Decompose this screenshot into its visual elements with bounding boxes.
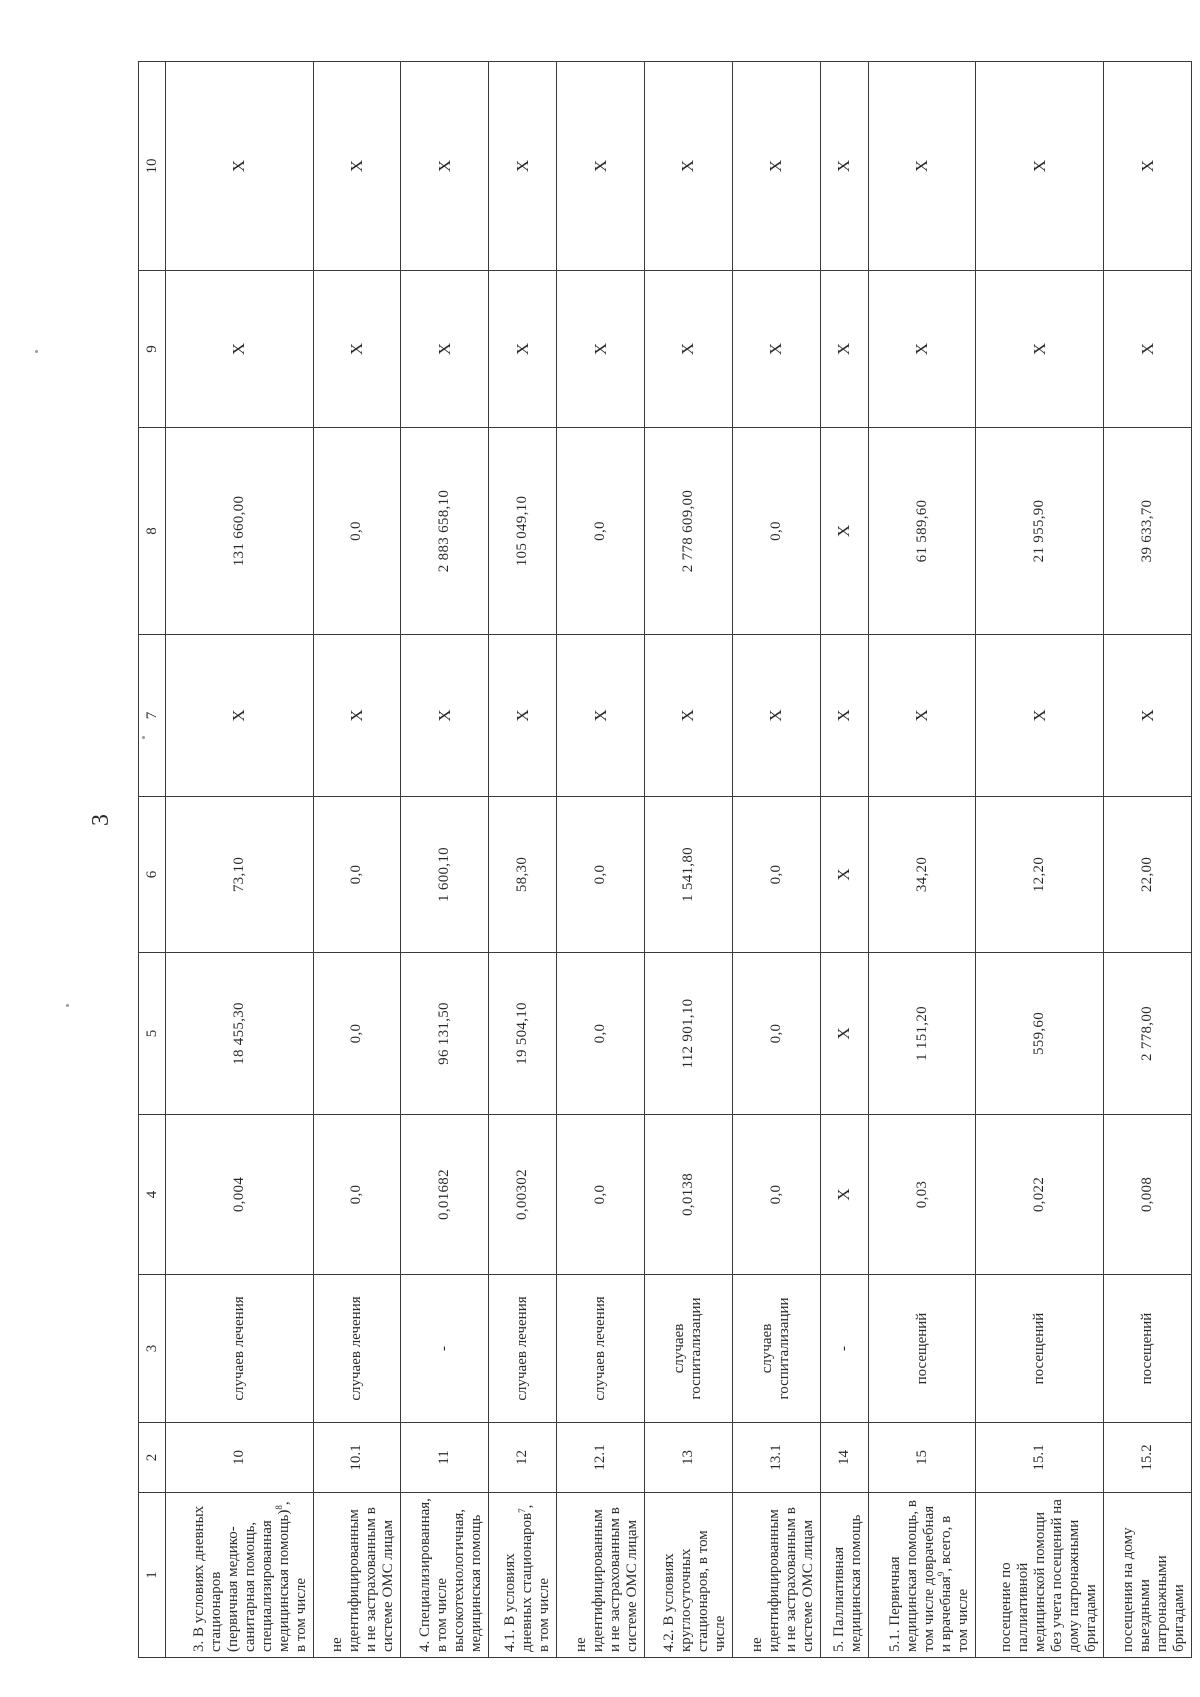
cell-col-9: X — [313, 271, 401, 428]
cell-col-10: X — [313, 62, 401, 271]
cell-col-7: X — [644, 635, 732, 797]
row-name-cell — [868, 1493, 976, 1658]
row-unit: случаев лечения — [166, 1275, 314, 1423]
table-row — [1104, 62, 1192, 1658]
cell-col-8: 61 589,60 — [868, 428, 976, 635]
cell-col-10: X — [401, 62, 489, 271]
row-name: посещение по паллиативной медицинской помощи без учета посещений на дому патронажными бригадами — [998, 1499, 1100, 1652]
cell-col-10: X — [868, 62, 976, 271]
row-unit: случаев госпитализации — [732, 1275, 820, 1423]
cell-col-5: 0,0 — [313, 953, 401, 1115]
cell-col-8: 0,0 — [732, 428, 820, 635]
table-row — [644, 62, 732, 1658]
cell-col-9: X — [976, 271, 1104, 428]
row-unit: - — [820, 1275, 868, 1423]
cell-col-7: X — [732, 635, 820, 797]
cell-col-10: X — [557, 62, 645, 271]
row-code: 14 — [820, 1423, 868, 1493]
row-name: 5.1. Первичная медицинская помощь, в том числе доврачебная и врачебная — [887, 1500, 955, 1652]
page-number: 3 — [88, 814, 114, 826]
cell-col-6: X — [820, 797, 868, 953]
row-code: 10.1 — [313, 1423, 401, 1493]
cell-col-9: X — [868, 271, 976, 428]
footnote-marker: 7 — [517, 1508, 528, 1513]
rotated-table-container — [138, 62, 1192, 1658]
cell-col-5: 0,0 — [557, 953, 645, 1115]
row-unit: случаев лечения — [557, 1275, 645, 1423]
cell-col-4: 0,0 — [313, 1115, 401, 1275]
cell-col-4: 0,00302 — [489, 1115, 557, 1275]
cell-col-6: 0,0 — [557, 797, 645, 953]
row-name: не идентифицированным и не застрахованным в системе ОМС лицам — [329, 1507, 397, 1652]
row-unit: посещений — [1104, 1275, 1192, 1423]
cell-col-6: 0,0 — [313, 797, 401, 953]
row-code: 11 — [401, 1423, 489, 1493]
cell-col-9: X — [820, 271, 868, 428]
cell-col-9: X — [732, 271, 820, 428]
cell-col-6: 12,20 — [976, 797, 1104, 953]
cell-col-9: X — [1104, 271, 1192, 428]
cell-col-10: X — [732, 62, 820, 271]
row-name-cell — [644, 1493, 732, 1658]
row-name-tail: , всего, в том числе — [938, 1515, 972, 1652]
row-code: 13 — [644, 1423, 732, 1493]
row-name: 5. Паллиативная медицинская помощь — [830, 1514, 864, 1652]
cell-col-8: 105 049,10 — [489, 428, 557, 635]
cell-col-4: 0,008 — [1104, 1115, 1192, 1275]
row-unit: случаев госпитализации — [644, 1275, 732, 1423]
cell-col-8: 21 955,90 — [976, 428, 1104, 635]
table-row — [732, 62, 820, 1658]
cell-col-8: 131 660,00 — [166, 428, 314, 635]
table-row — [976, 62, 1104, 1658]
cell-col-5: 18 455,30 — [166, 953, 314, 1115]
row-name-cell — [166, 1493, 314, 1658]
data-table — [138, 61, 1192, 1658]
row-name-cell — [820, 1493, 868, 1658]
cell-col-9: X — [557, 271, 645, 428]
scan-speck — [35, 350, 38, 353]
header-cell: 9 — [139, 271, 166, 428]
row-code: 13.1 — [732, 1423, 820, 1493]
cell-col-10: X — [976, 62, 1104, 271]
cell-col-8: X — [820, 428, 868, 635]
cell-col-6: 34,20 — [868, 797, 976, 953]
row-name: 3. В условиях дневных стационаров (первичная медико-санитарная помощь, специализированная медицинская помощь) — [190, 1505, 292, 1652]
cell-col-5: X — [820, 953, 868, 1115]
cell-col-4: 0,0 — [732, 1115, 820, 1275]
row-name: не идентифицированным и не застрахованным в системе ОМС лицам — [748, 1507, 816, 1652]
header-cell: 10 — [139, 62, 166, 271]
cell-col-5: 559,60 — [976, 953, 1104, 1115]
table-body — [166, 62, 1192, 1658]
row-name: 4.1. В условиях дневных стационаров — [502, 1512, 536, 1652]
cell-col-6: 0,0 — [732, 797, 820, 953]
row-code: 12 — [489, 1423, 557, 1493]
header-cell: 1 — [139, 1493, 166, 1658]
cell-col-4: 0,03 — [868, 1115, 976, 1275]
cell-col-4: 0,004 — [166, 1115, 314, 1275]
row-unit: посещений — [868, 1275, 976, 1423]
row-unit: - — [401, 1275, 489, 1423]
row-name-cell — [401, 1493, 489, 1658]
row-name-tail: , в том числе — [275, 1501, 309, 1652]
table-row — [820, 62, 868, 1658]
cell-col-5: 2 778,00 — [1104, 953, 1192, 1115]
cell-col-6: 1 600,10 — [401, 797, 489, 953]
cell-col-10: X — [820, 62, 868, 271]
cell-col-7: X — [313, 635, 401, 797]
row-code: 12.1 — [557, 1423, 645, 1493]
cell-col-10: X — [489, 62, 557, 271]
cell-col-6: 1 541,80 — [644, 797, 732, 953]
cell-col-7: X — [868, 635, 976, 797]
row-name: 4.2. В условиях круглосуточных стационаров, в том числе — [660, 1530, 728, 1652]
row-name-tail: , в том числе — [519, 1504, 553, 1652]
header-row — [139, 62, 166, 1658]
table-row — [401, 62, 489, 1658]
cell-col-4: 0,01682 — [401, 1115, 489, 1275]
row-name-cell — [976, 1493, 1104, 1658]
cell-col-4: 0,0 — [557, 1115, 645, 1275]
cell-col-10: X — [166, 62, 314, 271]
cell-col-7: X — [557, 635, 645, 797]
cell-col-5: 1 151,20 — [868, 953, 976, 1115]
row-code: 10 — [166, 1423, 314, 1493]
row-unit: случаев лечения — [313, 1275, 401, 1423]
table-row — [313, 62, 401, 1658]
row-code: 15.2 — [1104, 1423, 1192, 1493]
cell-col-5: 19 504,10 — [489, 953, 557, 1115]
cell-col-7: X — [401, 635, 489, 797]
row-name-cell — [313, 1493, 401, 1658]
cell-col-4: 0,022 — [976, 1115, 1104, 1275]
cell-col-9: X — [401, 271, 489, 428]
row-unit: случаев лечения — [489, 1275, 557, 1423]
cell-col-5: 112 901,10 — [644, 953, 732, 1115]
cell-col-10: X — [1104, 62, 1192, 271]
cell-col-10: X — [644, 62, 732, 271]
row-name: 4. Специализированная, в том числе высокотехнологичная, медицинская помощь — [417, 1498, 485, 1652]
table-row — [868, 62, 976, 1658]
cell-col-7: X — [166, 635, 314, 797]
footnote-marker: 8 — [273, 1505, 284, 1510]
header-cell: 3 — [139, 1275, 166, 1423]
cell-col-8: 2 883 658,10 — [401, 428, 489, 635]
row-name-cell — [1104, 1493, 1192, 1658]
cell-col-9: X — [166, 271, 314, 428]
cell-col-5: 0,0 — [732, 953, 820, 1115]
row-name-cell — [489, 1493, 557, 1658]
row-code: 15.1 — [976, 1423, 1104, 1493]
footnote-marker: 9 — [936, 1571, 947, 1577]
table-row — [166, 62, 314, 1658]
row-name: не идентифицированным и не застрахованным в системе ОМС лицам — [572, 1507, 640, 1652]
header-cell: 5 — [139, 953, 166, 1115]
header-cell: 8 — [139, 428, 166, 635]
cell-col-9: X — [644, 271, 732, 428]
table-row — [489, 62, 557, 1658]
cell-col-6: 22,00 — [1104, 797, 1192, 953]
cell-col-7: X — [489, 635, 557, 797]
cell-col-4: 0,0138 — [644, 1115, 732, 1275]
header-cell: 4 — [139, 1115, 166, 1275]
row-name-cell — [557, 1493, 645, 1658]
cell-col-9: X — [489, 271, 557, 428]
scan-speck — [66, 1004, 69, 1007]
row-unit: посещений — [976, 1275, 1104, 1423]
header-cell: 7 — [139, 635, 166, 797]
row-name: посещения на дому выездными патронажными бригадами — [1120, 1527, 1187, 1652]
cell-col-6: 58,30 — [489, 797, 557, 953]
cell-col-8: 2 778 609,00 — [644, 428, 732, 635]
cell-col-5: 96 131,50 — [401, 953, 489, 1115]
cell-col-7: X — [820, 635, 868, 797]
row-code: 15 — [868, 1423, 976, 1493]
cell-col-4: X — [820, 1115, 868, 1275]
header-cell: 2 — [139, 1423, 166, 1493]
row-name-cell — [732, 1493, 820, 1658]
cell-col-8: 39 633,70 — [1104, 428, 1192, 635]
cell-col-8: 0,0 — [313, 428, 401, 635]
cell-col-7: X — [1104, 635, 1192, 797]
cell-col-6: 73,10 — [166, 797, 314, 953]
header-cell: 6 — [139, 797, 166, 953]
cell-col-7: X — [976, 635, 1104, 797]
cell-col-8: 0,0 — [557, 428, 645, 635]
table-row — [557, 62, 645, 1658]
